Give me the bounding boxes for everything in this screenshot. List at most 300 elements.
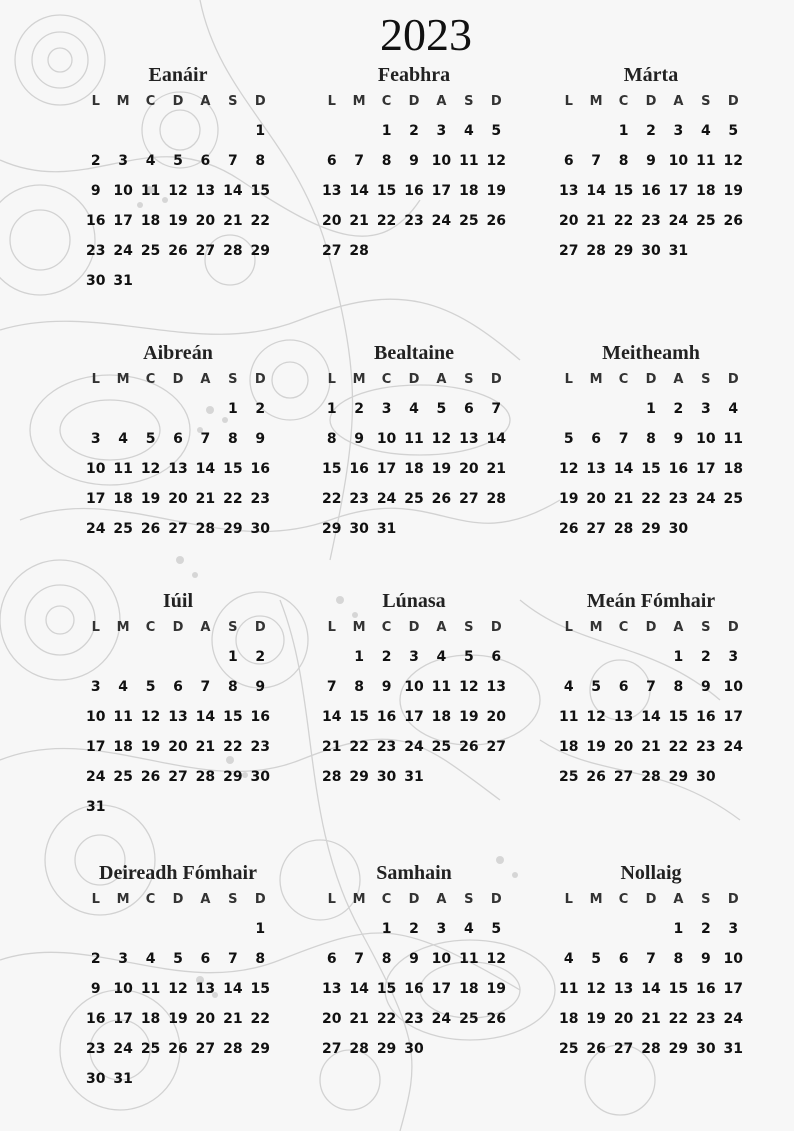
day-number: 11 bbox=[404, 431, 424, 447]
day-number: 2 bbox=[255, 649, 266, 665]
day-number: 9 bbox=[90, 981, 101, 997]
day-number: 3 bbox=[436, 123, 447, 139]
weekday-header: D bbox=[490, 620, 502, 635]
day-number: 29 bbox=[668, 1041, 689, 1057]
month-block bbox=[318, 588, 510, 792]
day-number: 10 bbox=[376, 431, 397, 447]
day-number: 9 bbox=[255, 431, 266, 447]
day-number: 11 bbox=[558, 709, 579, 725]
day-number: 21 bbox=[586, 213, 606, 229]
day-number: 23 bbox=[85, 243, 106, 259]
empty-day-cell bbox=[137, 394, 164, 424]
day-number: 23 bbox=[404, 1011, 424, 1027]
day-number: 15 bbox=[250, 981, 271, 997]
day-number: 26 bbox=[168, 1041, 188, 1057]
day-number: 19 bbox=[459, 709, 479, 725]
day-number: 16 bbox=[696, 981, 716, 997]
day-number: 4 bbox=[700, 123, 711, 139]
month-day-grid bbox=[82, 614, 274, 822]
weekday-header: M bbox=[589, 94, 603, 109]
day-number: 29 bbox=[250, 1041, 271, 1057]
day-number: 5 bbox=[145, 679, 156, 695]
day-number: 3 bbox=[118, 951, 128, 967]
day-number: 30 bbox=[696, 769, 716, 785]
day-number: 19 bbox=[586, 1011, 606, 1027]
day-number: 9 bbox=[700, 679, 711, 695]
day-number: 7 bbox=[354, 951, 364, 967]
day-number: 5 bbox=[591, 679, 601, 695]
day-number: 28 bbox=[486, 491, 507, 507]
day-number: 5 bbox=[491, 123, 502, 139]
weekday-header: D bbox=[645, 620, 657, 635]
day-number: 23 bbox=[404, 213, 424, 229]
weekday-header: M bbox=[352, 94, 366, 109]
weekday-header: A bbox=[436, 372, 447, 387]
day-number: 13 bbox=[558, 183, 579, 199]
day-number: 7 bbox=[491, 401, 502, 417]
day-number: 24 bbox=[723, 739, 744, 755]
day-number: 12 bbox=[486, 153, 507, 169]
day-number: 24 bbox=[113, 1041, 133, 1057]
day-number: 11 bbox=[113, 461, 133, 477]
day-number: 1 bbox=[381, 123, 392, 139]
day-number: 23 bbox=[250, 739, 271, 755]
day-number: 12 bbox=[459, 679, 479, 695]
day-number: 26 bbox=[486, 1011, 507, 1027]
day-number: 30 bbox=[696, 1041, 716, 1057]
day-number: 17 bbox=[376, 461, 397, 477]
day-number: 7 bbox=[200, 431, 211, 447]
day-number: 5 bbox=[173, 951, 183, 967]
weekday-header: A bbox=[200, 94, 211, 109]
day-number: 3 bbox=[90, 679, 101, 695]
day-number: 31 bbox=[376, 521, 397, 537]
day-number: 19 bbox=[558, 491, 579, 507]
day-number: 29 bbox=[613, 243, 634, 259]
day-number: 30 bbox=[349, 521, 369, 537]
month-name: Meitheamh bbox=[602, 342, 700, 364]
day-number: 5 bbox=[173, 153, 183, 169]
day-number: 28 bbox=[613, 521, 634, 537]
day-number: 6 bbox=[326, 951, 337, 967]
weekday-header: M bbox=[352, 620, 366, 635]
day-number: 13 bbox=[613, 981, 634, 997]
day-number: 11 bbox=[431, 679, 452, 695]
day-number: 19 bbox=[586, 739, 606, 755]
day-number: 13 bbox=[195, 981, 216, 997]
day-number: 29 bbox=[250, 243, 271, 259]
day-number: 28 bbox=[223, 243, 243, 259]
empty-day-cell bbox=[555, 914, 582, 944]
day-number: 24 bbox=[376, 491, 397, 507]
empty-day-cell bbox=[318, 914, 345, 944]
day-number: 14 bbox=[223, 981, 243, 997]
empty-day-cell bbox=[164, 914, 191, 944]
weekday-header: L bbox=[564, 892, 573, 907]
day-number: 2 bbox=[673, 401, 684, 417]
day-number: 28 bbox=[223, 1041, 243, 1057]
day-number: 25 bbox=[140, 1041, 161, 1057]
day-number: 3 bbox=[90, 431, 101, 447]
weekday-header: D bbox=[490, 892, 502, 907]
day-number: 11 bbox=[696, 153, 716, 169]
day-number: 16 bbox=[85, 213, 106, 229]
month-name: Eanáir bbox=[148, 64, 208, 86]
day-number: 8 bbox=[326, 431, 337, 447]
day-number: 27 bbox=[558, 243, 579, 259]
day-number: 14 bbox=[349, 183, 369, 199]
day-number: 18 bbox=[723, 461, 744, 477]
weekday-header: D bbox=[645, 892, 657, 907]
weekday-header: M bbox=[116, 892, 130, 907]
day-number: 27 bbox=[195, 243, 216, 259]
empty-day-cell bbox=[164, 642, 191, 672]
day-number: 21 bbox=[641, 739, 661, 755]
day-number: 3 bbox=[728, 649, 739, 665]
day-number: 17 bbox=[431, 981, 452, 997]
day-number: 27 bbox=[586, 521, 606, 537]
day-number: 3 bbox=[436, 921, 447, 937]
day-number: 25 bbox=[140, 243, 161, 259]
weekday-header: D bbox=[254, 94, 266, 109]
day-number: 17 bbox=[113, 213, 133, 229]
empty-day-cell bbox=[164, 394, 191, 424]
month-block bbox=[82, 340, 274, 544]
day-number: 17 bbox=[668, 183, 689, 199]
weekday-header: C bbox=[145, 94, 156, 109]
day-number: 29 bbox=[223, 521, 243, 537]
day-number: 16 bbox=[250, 709, 271, 725]
day-number: 2 bbox=[700, 649, 711, 665]
weekday-header: A bbox=[673, 372, 684, 387]
weekday-header: A bbox=[200, 892, 211, 907]
day-number: 15 bbox=[349, 709, 369, 725]
day-number: 15 bbox=[223, 709, 243, 725]
day-number: 15 bbox=[668, 981, 689, 997]
day-number: 1 bbox=[646, 401, 656, 417]
month-block bbox=[318, 860, 510, 1064]
day-number: 17 bbox=[723, 981, 744, 997]
weekday-header: A bbox=[200, 620, 211, 635]
day-number: 4 bbox=[436, 649, 447, 665]
weekday-header: S bbox=[701, 372, 711, 387]
weekday-header: D bbox=[408, 94, 420, 109]
weekday-header: D bbox=[727, 94, 739, 109]
day-number: 8 bbox=[255, 951, 266, 967]
month-name: Bealtaine bbox=[374, 342, 454, 364]
empty-day-cell bbox=[82, 116, 109, 146]
day-number: 16 bbox=[641, 183, 661, 199]
day-number: 24 bbox=[113, 243, 133, 259]
day-number: 12 bbox=[168, 981, 188, 997]
weekday-header: L bbox=[564, 620, 573, 635]
day-number: 28 bbox=[641, 1041, 661, 1057]
day-number: 13 bbox=[321, 981, 342, 997]
day-number: 10 bbox=[113, 981, 133, 997]
day-number: 2 bbox=[354, 401, 364, 417]
weekday-header: A bbox=[673, 620, 684, 635]
day-number: 1 bbox=[326, 401, 337, 417]
day-number: 4 bbox=[463, 921, 474, 937]
day-number: 24 bbox=[723, 1011, 744, 1027]
day-number: 14 bbox=[586, 183, 606, 199]
day-number: 6 bbox=[591, 431, 601, 447]
day-number: 12 bbox=[558, 461, 579, 477]
weekday-header: D bbox=[254, 620, 266, 635]
day-number: 26 bbox=[723, 213, 744, 229]
empty-day-cell bbox=[109, 642, 136, 672]
day-number: 17 bbox=[85, 491, 106, 507]
day-number: 14 bbox=[641, 981, 661, 997]
day-number: 14 bbox=[641, 709, 661, 725]
day-number: 23 bbox=[376, 739, 397, 755]
day-number: 9 bbox=[354, 431, 364, 447]
day-number: 19 bbox=[723, 183, 744, 199]
empty-day-cell bbox=[637, 642, 664, 672]
day-number: 19 bbox=[168, 1011, 188, 1027]
day-number: 22 bbox=[349, 739, 369, 755]
day-number: 1 bbox=[255, 921, 266, 937]
weekday-header: D bbox=[172, 620, 184, 635]
day-number: 20 bbox=[195, 213, 216, 229]
day-number: 26 bbox=[558, 521, 579, 537]
day-number: 30 bbox=[85, 1071, 106, 1087]
day-number: 8 bbox=[673, 951, 684, 967]
day-number: 29 bbox=[376, 1041, 397, 1057]
empty-day-cell bbox=[82, 642, 109, 672]
day-number: 10 bbox=[696, 431, 716, 447]
month-day-grid bbox=[318, 366, 510, 544]
day-number: 25 bbox=[113, 521, 133, 537]
day-number: 31 bbox=[404, 769, 424, 785]
empty-day-cell bbox=[109, 914, 136, 944]
day-number: 25 bbox=[558, 1041, 579, 1057]
day-number: 10 bbox=[404, 679, 424, 695]
day-number: 5 bbox=[463, 649, 474, 665]
month-day-grid bbox=[555, 886, 747, 1064]
empty-day-cell bbox=[637, 914, 664, 944]
day-number: 8 bbox=[227, 431, 238, 447]
month-name: Nollaig bbox=[620, 862, 682, 884]
day-number: 7 bbox=[591, 153, 601, 169]
day-number: 19 bbox=[486, 183, 507, 199]
day-number: 25 bbox=[459, 213, 479, 229]
day-number: 23 bbox=[85, 1041, 106, 1057]
weekday-header: D bbox=[254, 892, 266, 907]
day-number: 31 bbox=[113, 1071, 133, 1087]
day-number: 18 bbox=[140, 1011, 161, 1027]
day-number: 3 bbox=[381, 401, 392, 417]
weekday-header: C bbox=[145, 372, 156, 387]
weekday-header: S bbox=[701, 620, 711, 635]
empty-day-cell bbox=[109, 394, 136, 424]
day-number: 17 bbox=[696, 461, 716, 477]
day-number: 21 bbox=[223, 213, 243, 229]
day-number: 20 bbox=[558, 213, 579, 229]
day-number: 18 bbox=[558, 1011, 579, 1027]
day-number: 7 bbox=[354, 153, 364, 169]
day-number: 11 bbox=[459, 951, 479, 967]
day-number: 21 bbox=[486, 461, 507, 477]
day-number: 15 bbox=[613, 183, 634, 199]
weekday-header: L bbox=[327, 94, 336, 109]
day-number: 19 bbox=[140, 491, 161, 507]
day-number: 12 bbox=[586, 709, 606, 725]
day-number: 29 bbox=[223, 769, 243, 785]
month-name: Samhain bbox=[376, 862, 452, 884]
day-number: 5 bbox=[728, 123, 739, 139]
calendar-year-title: 2023 bbox=[380, 9, 472, 60]
day-number: 5 bbox=[436, 401, 447, 417]
day-number: 3 bbox=[409, 649, 419, 665]
day-number: 22 bbox=[250, 1011, 271, 1027]
weekday-header: M bbox=[116, 620, 130, 635]
day-number: 2 bbox=[90, 951, 101, 967]
empty-day-cell bbox=[555, 116, 582, 146]
day-number: 19 bbox=[431, 461, 452, 477]
day-number: 27 bbox=[168, 521, 188, 537]
day-number: 6 bbox=[563, 153, 574, 169]
month-day-grid bbox=[82, 88, 274, 296]
empty-day-cell bbox=[345, 914, 372, 944]
empty-day-cell bbox=[582, 394, 609, 424]
month-day-grid bbox=[318, 886, 510, 1064]
day-number: 16 bbox=[349, 461, 369, 477]
empty-day-cell bbox=[610, 642, 637, 672]
day-number: 11 bbox=[113, 709, 133, 725]
weekday-header: L bbox=[91, 892, 100, 907]
day-number: 1 bbox=[673, 921, 684, 937]
day-number: 27 bbox=[168, 769, 188, 785]
day-number: 7 bbox=[618, 431, 629, 447]
day-number: 28 bbox=[586, 243, 606, 259]
weekday-header: S bbox=[228, 892, 238, 907]
month-block bbox=[555, 588, 747, 792]
day-number: 4 bbox=[463, 123, 474, 139]
empty-day-cell bbox=[318, 116, 345, 146]
month-day-grid bbox=[318, 88, 510, 266]
day-number: 6 bbox=[326, 153, 337, 169]
day-number: 31 bbox=[113, 273, 133, 289]
day-number: 10 bbox=[431, 951, 452, 967]
day-number: 8 bbox=[618, 153, 629, 169]
day-number: 12 bbox=[486, 951, 507, 967]
day-number: 4 bbox=[563, 951, 574, 967]
day-number: 21 bbox=[321, 739, 342, 755]
day-number: 6 bbox=[173, 431, 183, 447]
day-number: 27 bbox=[486, 739, 507, 755]
day-number: 1 bbox=[227, 649, 238, 665]
day-number: 9 bbox=[409, 951, 419, 967]
day-number: 13 bbox=[459, 431, 479, 447]
day-number: 21 bbox=[195, 491, 216, 507]
day-number: 21 bbox=[223, 1011, 243, 1027]
day-number: 27 bbox=[321, 243, 342, 259]
weekday-header: S bbox=[228, 94, 238, 109]
day-number: 8 bbox=[646, 431, 656, 447]
day-number: 25 bbox=[404, 491, 424, 507]
day-number: 5 bbox=[491, 921, 502, 937]
day-number: 9 bbox=[646, 153, 656, 169]
month-block bbox=[318, 62, 510, 266]
day-number: 4 bbox=[145, 951, 156, 967]
day-number: 16 bbox=[85, 1011, 106, 1027]
empty-day-cell bbox=[164, 116, 191, 146]
day-number: 15 bbox=[641, 461, 661, 477]
empty-day-cell bbox=[610, 394, 637, 424]
day-number: 4 bbox=[563, 679, 574, 695]
day-number: 5 bbox=[563, 431, 574, 447]
day-number: 8 bbox=[381, 153, 392, 169]
day-number: 18 bbox=[459, 183, 479, 199]
day-number: 20 bbox=[586, 491, 606, 507]
day-number: 27 bbox=[613, 1041, 634, 1057]
day-number: 13 bbox=[195, 183, 216, 199]
day-number: 8 bbox=[381, 951, 392, 967]
day-number: 27 bbox=[195, 1041, 216, 1057]
day-number: 22 bbox=[376, 1011, 397, 1027]
day-number: 14 bbox=[321, 709, 342, 725]
month-day-grid bbox=[555, 88, 747, 266]
day-number: 8 bbox=[673, 679, 684, 695]
weekday-header: L bbox=[564, 94, 573, 109]
day-number: 2 bbox=[409, 123, 419, 139]
day-number: 30 bbox=[85, 273, 106, 289]
empty-day-cell bbox=[555, 642, 582, 672]
weekday-header: C bbox=[381, 94, 392, 109]
weekday-header: A bbox=[436, 94, 447, 109]
weekday-header: D bbox=[645, 94, 657, 109]
day-number: 30 bbox=[250, 521, 271, 537]
month-day-grid bbox=[318, 614, 510, 792]
weekday-header: D bbox=[490, 94, 502, 109]
day-number: 13 bbox=[613, 709, 634, 725]
day-number: 2 bbox=[90, 153, 101, 169]
day-number: 5 bbox=[591, 951, 601, 967]
weekday-header: A bbox=[673, 892, 684, 907]
day-number: 24 bbox=[404, 739, 424, 755]
day-number: 1 bbox=[618, 123, 629, 139]
day-number: 18 bbox=[558, 739, 579, 755]
day-number: 17 bbox=[431, 183, 452, 199]
month-name: Márta bbox=[623, 64, 679, 86]
month-block bbox=[555, 62, 747, 266]
day-number: 16 bbox=[668, 461, 689, 477]
day-number: 22 bbox=[223, 491, 243, 507]
day-number: 20 bbox=[613, 739, 634, 755]
day-number: 26 bbox=[459, 739, 479, 755]
day-number: 4 bbox=[145, 153, 156, 169]
month-block bbox=[318, 340, 510, 544]
day-number: 29 bbox=[349, 769, 369, 785]
day-number: 5 bbox=[145, 431, 156, 447]
day-number: 25 bbox=[723, 491, 744, 507]
day-number: 31 bbox=[723, 1041, 744, 1057]
day-number: 6 bbox=[463, 401, 474, 417]
weekday-header: C bbox=[618, 892, 629, 907]
day-number: 27 bbox=[321, 1041, 342, 1057]
day-number: 26 bbox=[486, 213, 507, 229]
month-day-grid bbox=[555, 366, 747, 544]
weekday-header: L bbox=[91, 372, 100, 387]
day-number: 24 bbox=[668, 213, 689, 229]
weekday-header: A bbox=[673, 94, 684, 109]
day-number: 23 bbox=[250, 491, 271, 507]
day-number: 25 bbox=[558, 769, 579, 785]
empty-day-cell bbox=[318, 642, 345, 672]
weekday-header: D bbox=[172, 94, 184, 109]
weekday-header: C bbox=[381, 620, 392, 635]
